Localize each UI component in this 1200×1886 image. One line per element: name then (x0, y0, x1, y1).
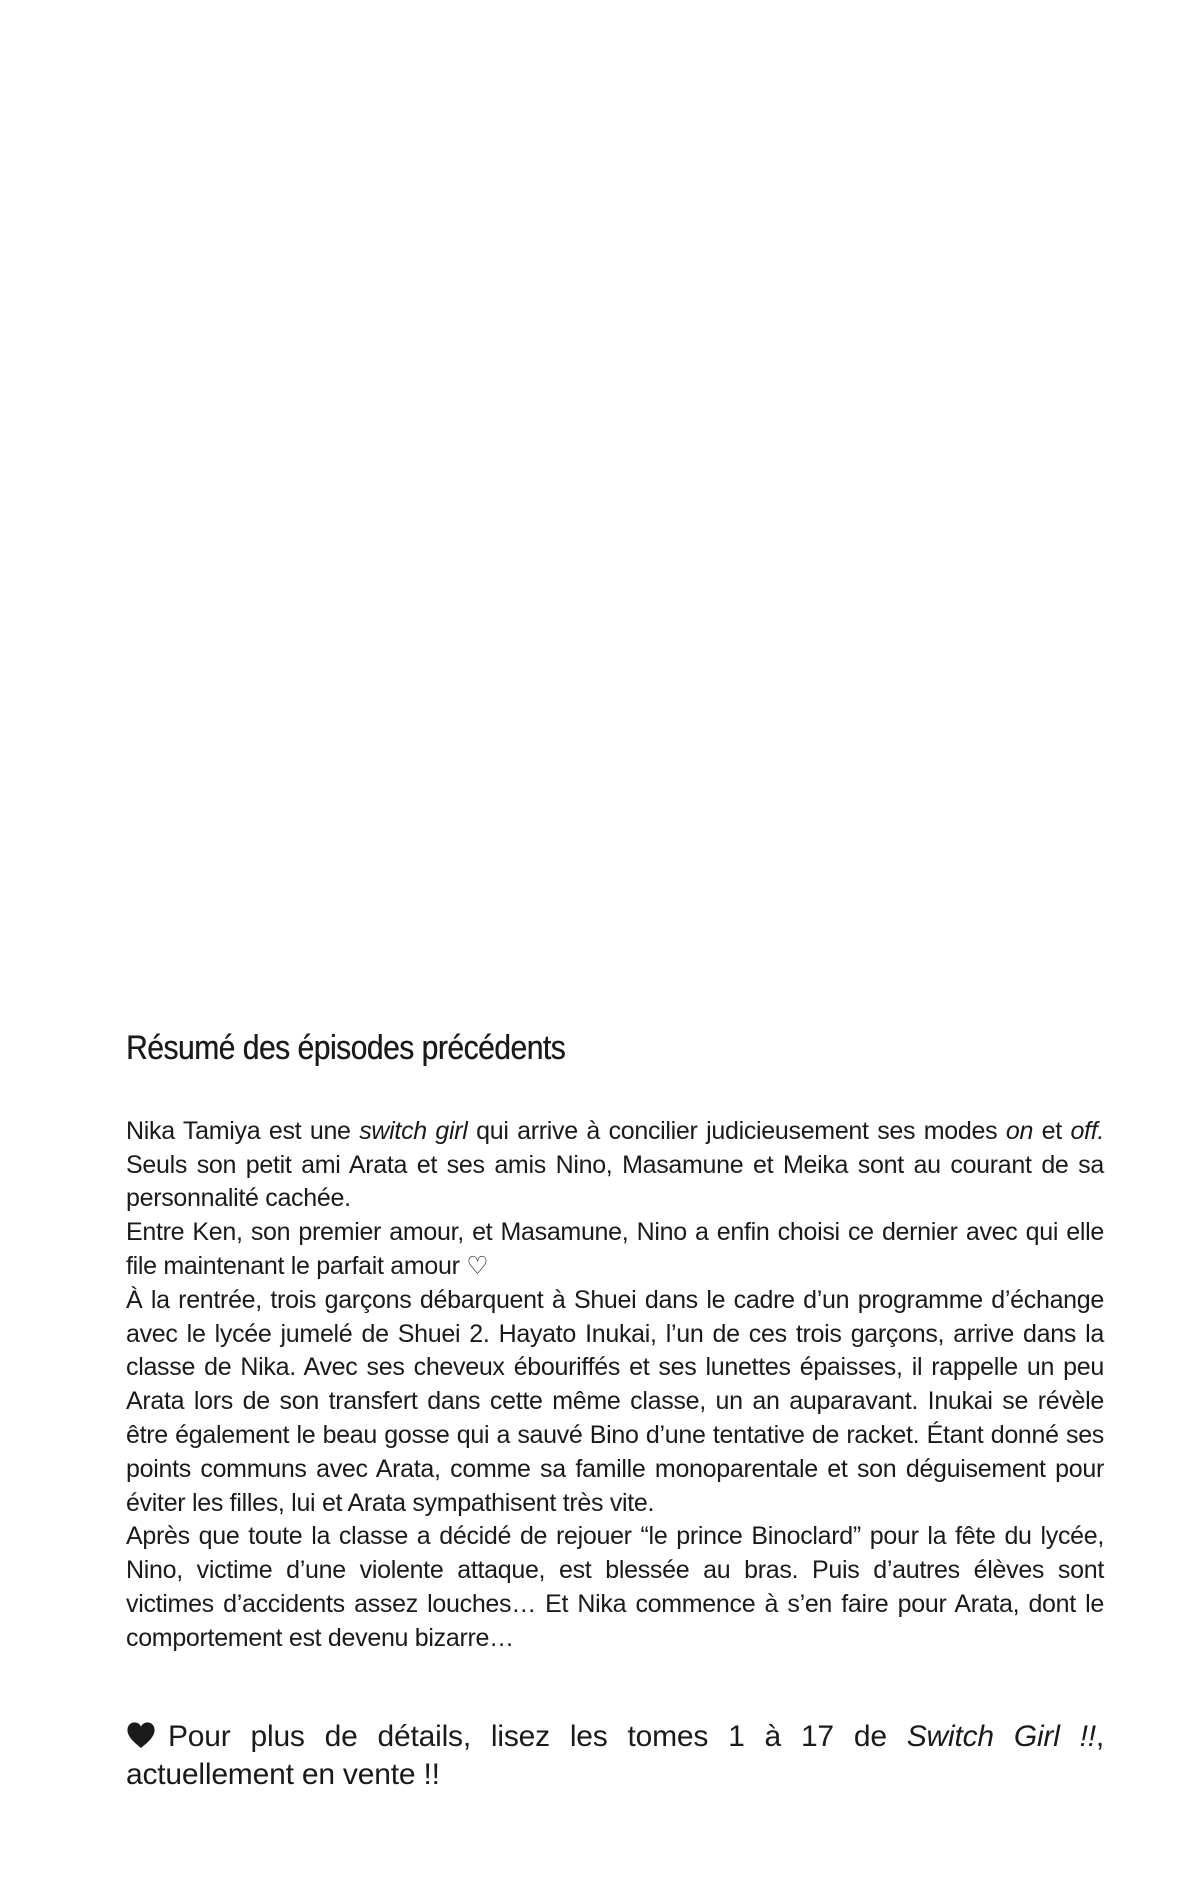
p1-italic-on: on (1005, 1116, 1034, 1145)
summary-section (126, 1028, 1104, 1656)
p1-text-4: Seuls son petit ami Arata et ses amis Nino, Masamune et Meika sont au courant de sa personnalité cachée. (126, 1150, 1104, 1213)
summary-body (126, 1115, 1104, 1656)
p2-text: Entre Ken, son premier amour, et Masamune, Nino a enfin choisi ce dernier avec qui elle file maintenant le parfait amour (126, 1218, 1104, 1280)
p1-italic-off: off. (1070, 1116, 1104, 1145)
summary-paragraph-4: Après que toute la classe a décidé de rejouer “le prince Binoclard” pour la fête du lycée, Nino, victime d’une violente attaque, est blessée au bras. Puis d’autres élèves sont victimes d’accidents assez louches… Et Nika commence à s’en faire pour Arata, dont le comportement est devenu bizarre… (126, 1522, 1104, 1652)
p1-text-3: et (1033, 1116, 1071, 1145)
p1-text-1: Nika Tamiya est une (126, 1116, 360, 1145)
filled-heart-icon (126, 1721, 156, 1749)
p1-italic-switch-girl: switch girl (359, 1116, 468, 1145)
summary-title: Résumé des épisodes précédents (126, 1029, 566, 1067)
footer-text-1: Pour plus de détails, lisez les tomes 1 à 17 de (168, 1720, 907, 1753)
summary-paragraph-1 (126, 1115, 1104, 1216)
footer-italic-title: Switch Girl !! (906, 1720, 1096, 1753)
outline-heart-icon: ♡ (466, 1251, 489, 1280)
p1-text-2: qui arrive à concilier judicieusement ses modes (467, 1116, 1006, 1145)
summary-paragraph-3: À la rentrée, trois garçons débarquent à Shuei dans le cadre d’un programme d’échange avec le lycée jumelé de Shuei 2. Hayato Inukai, l’un de ces trois garçons, arrive dans la classe de Nika. Avec ses cheveux ébouriffés et ses lunettes épaisses, il rappelle un peu Arata lors de son transfert dans cette même classe, un an auparavant. Inukai se révèle être également le beau gosse qui a sauvé Bino d’une tentative de racket. Étant donné ses points communs avec Arata, comme sa famille monoparentale et son déguisement pour éviter les filles, lui et Arata sympathisent très vite. (126, 1285, 1104, 1517)
summary-paragraph-2 (126, 1216, 1104, 1284)
footer-text-2: , actuellement en vente !! (126, 1720, 1105, 1791)
footer-note (126, 1718, 1104, 1794)
